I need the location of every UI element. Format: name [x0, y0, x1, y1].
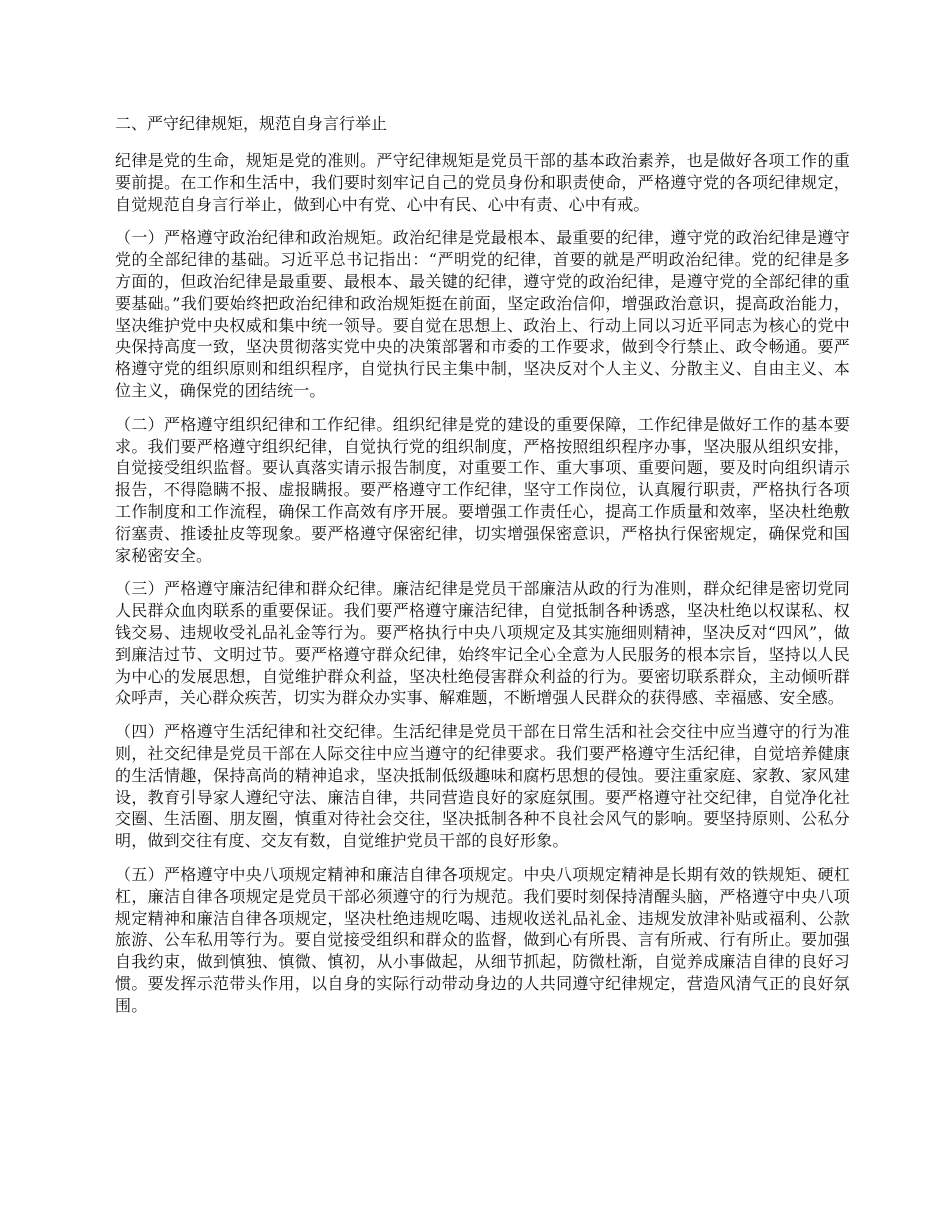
- document-page: [115, 112, 850, 1028]
- paragraph-political-discipline: （一）严格遵守政治纪律和政治规矩。政治纪律是党最根本、最重要的纪律，遵守党的政治纪律是遵守党的全部纪律的基础。习近平总书记指出：“严明党的纪律，首要的就是严明政治纪律。党的纪律是多方面的，但政治纪律是最重要、最根本、最关键的纪律，遵守党的政治纪律，是遵守党的全部纪律的重要基础。”我们要始终把政治纪律和政治规矩挺在前面，坚定政治信仰，增强政治意识，提高政治能力，坚决维护党中央权威和集中统一领导。要自觉在思想上、政治上、行动上同以习近平同志为核心的党中央保持高度一致，坚决贯彻落实党中央的决策部署和市委的工作要求，做到令行禁止、政令畅通。要严格遵守党的组织原则和组织程序，自觉执行民主集中制，坚决反对个人主义、分散主义、自由主义、本位主义，确保党的团结统一。: [115, 228, 850, 400]
- section-heading: 二、严守纪律规矩，规范自身言行举止: [115, 114, 388, 133]
- paragraph-integrity-discipline: （三）严格遵守廉洁纪律和群众纪律。廉洁纪律是党员干部廉洁从政的行为准则，群众纪律是密切党同人民群众血肉联系的重要保证。我们要严格遵守廉洁纪律，自觉抵制各种诱惑，坚决杜绝以权谋私、权钱交易、违规收受礼品礼金等行为。要严格执行中央八项规定及其实施细则精神，坚决反对“四风”，做到廉洁过节、文明过节。要严格遵守群众纪律，始终牢记全心全意为人民服务的根本宗旨，坚持以人民为中心的发展思想，自觉维护群众利益，坚决杜绝侵害群众利益的行为。要密切联系群众，主动倾听群众呼声，关心群众疾苦，切实为群众办实事、解难题，不断增强人民群众的获得感、幸福感、安全感。: [115, 579, 850, 708]
- paragraph-intro: 纪律是党的生命，规矩是党的准则。严守纪律规矩是党员干部的基本政治素养，也是做好各项工作的重要前提。在工作和生活中，我们要时刻牢记自己的党员身份和职责使命，严格遵守党的各项纪律规定，自觉规范自身言行举止，做到心中有党、心中有民、心中有责、心中有戒。: [115, 151, 850, 214]
- paragraph-eight-provisions: （五）严格遵守中央八项规定精神和廉洁自律各项规定。中央八项规定精神是长期有效的铁规矩、硬杠杠，廉洁自律各项规定是党员干部必须遵守的行为规范。我们要时刻保持清醒头脑，严格遵守中央八项规定精神和廉洁自律各项规定，坚决杜绝违规吃喝、违规收送礼品礼金、违规发放津补贴或福利、公款旅游、公车私用等行为。要自觉接受组织和群众的监督，做到心有所畏、言有所戒、行有所止。要加强自我约束，做到慎独、慎微、慎初，从小事做起，从细节抓起，防微杜渐，自觉养成廉洁自律的良好习惯。要发挥示范带头作用，以自身的实际行动带动身边的人共同遵守纪律规定，营造风清气正的良好氛围。: [115, 864, 850, 1015]
- paragraph-organizational-discipline: （二）严格遵守组织纪律和工作纪律。组织纪律是党的建设的重要保障，工作纪律是做好工作的基本要求。我们要严格遵守组织纪律，自觉执行党的组织制度，严格按照组织程序办事，坚决服从组织安排，自觉接受组织监督。要认真落实请示报告制度，对重要工作、重大事项、重要问题，要及时向组织请示报告，不得隐瞒不报、虚报瞒报。要严格遵守工作纪律，坚守工作岗位，认真履行职责，严格执行各项工作制度和工作流程，确保工作高效有序开展。要增强工作责任心，提高工作质量和效率，坚决杜绝敷衍塞责、推诿扯皮等现象。要严格遵守保密纪律，切实增强保密意识，严格执行保密规定，确保党和国家秘密安全。: [115, 414, 850, 565]
- paragraph-life-discipline: （四）严格遵守生活纪律和社交纪律。生活纪律是党员干部在日常生活和社会交往中应当遵守的行为准则，社交纪律是党员干部在人际交往中应当遵守的纪律要求。我们要严格遵守生活纪律，自觉培养健康的生活情趣，保持高尚的精神追求，坚决抵制低级趣味和腐朽思想的侵蚀。要注重家庭、家教、家风建设，教育引导家人遵纪守法、廉洁自律，共同营造良好的家庭氛围。要严格遵守社交纪律，自觉净化社交圈、生活圈、朋友圈，慎重对待社会交往，坚决抵制各种不良社会风气的影响。要坚持原则、公私分明，做到交往有度、交友有数，自觉维护党员干部的良好形象。: [115, 722, 850, 851]
